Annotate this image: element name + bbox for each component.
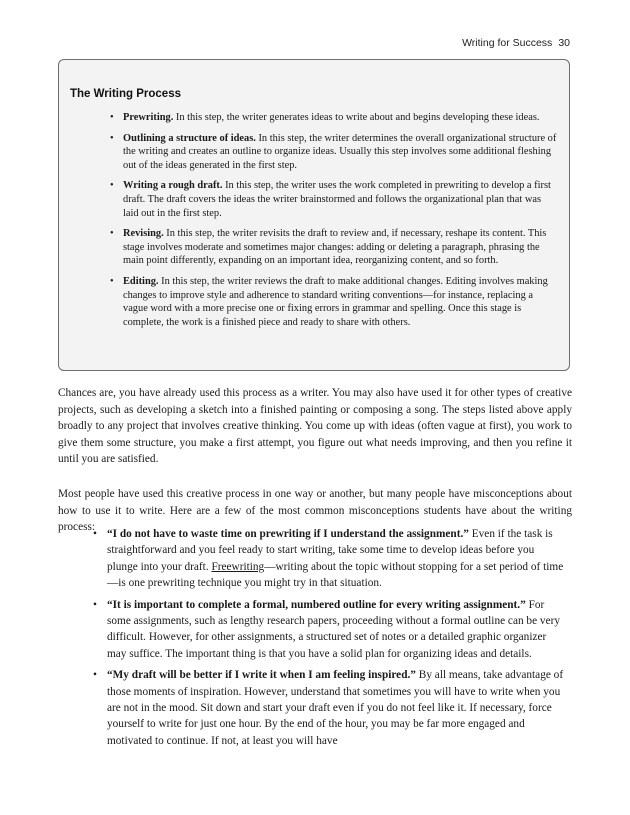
step-description: In this step, the writer revisits the draft to review and, if necessary, reshape its content. This stage involves moderate and sometimes major changes: adding or deleting a paragraph, phrasing the main point differently, expanding on an important idea, reorganizing content, and so forth. [123, 228, 547, 267]
list-item [107, 667, 567, 749]
page-number: 30 [558, 37, 570, 49]
misconception-text: By all means, take advantage of those moments of inspiration. However, understand that sometimes you will have to write when you are not in the mood. Sit down and start your draft even if you do not feel like it. If necessary, force yourself to write for just one hour. By the end of the hour, you may be far more engaged and motivated to continue. If not, at least you will have [107, 669, 564, 747]
step-term: Editing. [123, 275, 159, 287]
list-item [123, 227, 557, 268]
misconceptions-list [0, 526, 630, 754]
list-item [123, 275, 557, 329]
running-title: Writing for Success [462, 37, 553, 49]
writing-process-list [70, 111, 557, 329]
step-term: Writing a rough draft. [123, 180, 223, 192]
freewriting-link[interactable]: Freewriting [211, 560, 265, 573]
writing-process-callout [58, 59, 570, 371]
body-paragraph-1: Chances are, you have already used this process as a writer. You may also have used it for other types of creative projects, such as developing a sketch into a finished painting or composing a song. The steps listed above apply broadly to any project that involves creative thinking. You come up with ideas (often vague at first), you work to give them some structure, you make a first attempt, you figure out what needs improving, and then you refine it until you are satisfied. [58, 387, 572, 465]
step-description: In this step, the writer uses the work completed in prewriting to develop a first draft. The draft covers the ideas the writer brainstormed and follows the organizational plan that was laid out in the first step. [123, 180, 551, 219]
list-item [123, 179, 557, 220]
body-paragraph-2: Most people have used this creative process in one way or another, but many people have misconceptions about how to use it to write. Here are a few of the most common misconceptions students have about the writing process: [58, 488, 572, 533]
step-description: In this step, the writer determines the overall organizational structure of the writing and creates an outline to organize ideas. Usually this step involves some additional fleshing out of the ideas generated in the first step. [123, 132, 557, 171]
misconception-quote: “My draft will be better if I write it when I am feeling inspired.” [107, 669, 416, 682]
step-description: In this step, the writer reviews the draft to make additional changes. Editing involves making changes to improve style and adherence to standard writing conventions—for instance, replacing a vague word with a more precise one or fixing errors in grammar and spelling. Once this stage is complete, the work is a finished piece and ready to share with others. [123, 275, 548, 328]
step-term: Outlining a structure of ideas. [123, 132, 256, 144]
list-item [107, 597, 567, 663]
misconception-quote: “I do not have to waste time on prewriting if I understand the assignment.” [107, 528, 469, 540]
misconception-text: Even if the task is straightforward and you feel ready to start writing, take some time to develop ideas before you plunge into your draft. [107, 528, 553, 573]
misconception-text-continued: —writing about the topic without stopping for a set period of time—is one prewriting technique you might try in that situation. [107, 560, 564, 590]
callout-title: The Writing Process [70, 88, 181, 100]
misconception-text: For some assignments, such as lengthy research papers, proceeding without a formal outline can be very difficult. However, for other assignments, a structured set of notes or a detailed graphic organizer may suffice. The important thing is that you have a solid plan for organizing ideas and details. [107, 598, 560, 660]
misconception-quote: “It is important to complete a formal, numbered outline for every writing assignment.” [107, 598, 526, 611]
list-item [123, 132, 557, 173]
step-term: Prewriting. [123, 112, 174, 123]
list-item [123, 111, 557, 125]
step-description: In this step, the writer generates ideas to write about and begins developing these ideas. [173, 112, 540, 123]
step-term: Revising. [123, 228, 164, 240]
list-item [107, 526, 567, 592]
running-head [462, 37, 570, 49]
